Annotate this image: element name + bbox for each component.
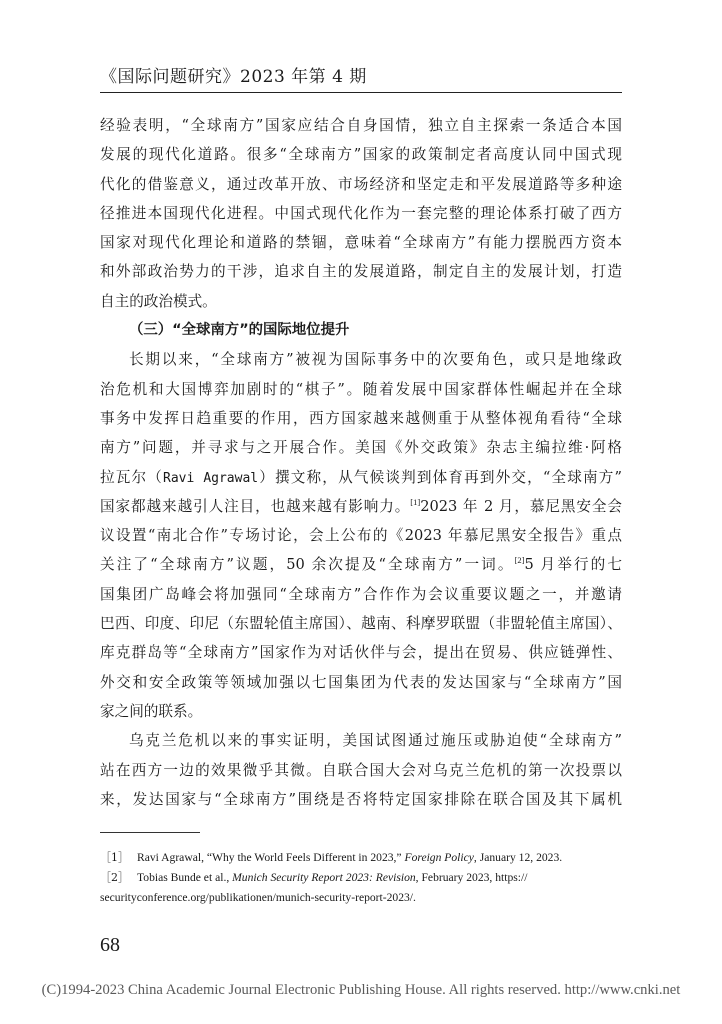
line-text: 关注了“全球南方”议题，50 余次提及“全球南方”一词。 xyxy=(100,556,515,574)
copyright-notice: (C)1994-2023 China Academic Journal Electronic Publishing House. All rights reserved. http://www.cnki.net xyxy=(41,982,681,998)
footnote-text: , February 2023, https:// xyxy=(415,871,528,884)
paragraph-line: 和外部政治势力的干涉，追求自主的发展道路，制定自主的发展计划，打造 xyxy=(100,263,622,281)
line-text: 拉瓦尔（ xyxy=(100,468,164,486)
footnote-1 xyxy=(100,848,622,868)
page-number: 68 xyxy=(100,934,120,956)
footnote-text: Tobias Bunde et al., xyxy=(137,871,233,884)
paragraph-line: 乌克兰危机以来的事实证明，美国试图通过施压或胁迫使“全球南方” xyxy=(129,732,622,750)
footnote-text: Ravi Agrawal, “Why the World Feels Different in 2023,” xyxy=(137,851,405,864)
article-body xyxy=(100,111,622,814)
running-header: 《国际问题研究》2023 年第 4 期 xyxy=(100,67,367,87)
section-heading: （三）“全球南方”的国际地位提升 xyxy=(129,322,350,339)
footnote-2-continuation xyxy=(100,888,622,908)
paragraph-line: 国家对现代化理论和道路的禁锢，意味着“全球南方”有能力摆脱西方资本 xyxy=(100,234,622,252)
paragraph-line: 自主的政治模式。 xyxy=(100,292,217,310)
footnote-2 xyxy=(100,868,622,888)
footnote-rule xyxy=(100,832,200,833)
paragraph-line: 议设置“南北合作”专场讨论，会上公布的《2023 年慕尼黑安全报告》重点 xyxy=(100,527,622,545)
paragraph-line: 来，发达国家与“全球南方”围绕是否将特定国家排除在联合国及其下属机 xyxy=(100,790,622,808)
footnote-url[interactable]: securityconference.org/publikationen/munich-security-report-2023/. xyxy=(100,891,416,904)
paragraph-line: 国集团广岛峰会将加强同“全球南方”合作作为会议重要议题之一，并邀请 xyxy=(100,585,622,603)
footnote-source-title: Munich Security Report 2023: Revision xyxy=(232,871,416,884)
paragraph-line: 治危机和大国博弈加剧时的“棋子”。随着发展中国家群体性崛起并在全球 xyxy=(100,380,622,398)
line-text: 国家都越来越引人注目，也越来越有影响力。 xyxy=(100,497,411,515)
footnote-ref-2[interactable]: [2] xyxy=(514,555,525,566)
line-text: ）撰文称，从气候谈判到体育再到外交，“全球南方” xyxy=(258,468,622,486)
header-rule xyxy=(100,92,622,93)
paragraph-line: 发展的现代化道路。很多“全球南方”国家的政策制定者高度认同中国式现 xyxy=(100,146,622,164)
paragraph-line: 南方”问题，并寻求与之开展合作。美国《外交政策》杂志主编拉维·阿格 xyxy=(100,439,622,457)
paragraph-line: 代化的借鉴意义，通过改革开放、市场经济和坚定走和平发展道路等多种途 xyxy=(100,175,622,193)
paragraph-line: 库克群岛等“全球南方”国家作为对话伙伴与会，提出在贸易、供应链弹性、 xyxy=(100,644,622,662)
paragraph-line xyxy=(100,492,622,521)
paragraph-line: 长期以来，“全球南方”被视为国际事务中的次要角色，或只是地缘政 xyxy=(129,351,622,369)
footnote-text: , January 12, 2023. xyxy=(473,851,563,864)
paragraph-line: 径推进本国现代化进程。中国式现代化作为一套完整的理论体系打破了西方 xyxy=(100,204,622,222)
footnote-ref-1[interactable]: [1] xyxy=(410,496,421,507)
paragraph-line: 站在西方一边的效果微乎其微。自联合国大会对乌克兰危机的第一次投票以 xyxy=(100,761,622,779)
paragraph-line xyxy=(100,550,622,579)
latin-name: Ravi Agrawal xyxy=(163,470,259,486)
paragraph-line: 经验表明，“全球南方”国家应结合自身国情，独立自主探索一条适合本国 xyxy=(100,117,622,134)
line-text: 5 月举行的七 xyxy=(524,556,622,574)
paragraph-line: 家之间的联系。 xyxy=(100,702,203,720)
paragraph-line: 巴西、印度、印尼（东盟轮值主席国）、越南、科摩罗联盟（非盟轮值主席国）、 xyxy=(100,615,622,633)
line-text: 2023 年 2 月，慕尼黑安全会 xyxy=(420,497,622,515)
footnote-source-title: Foreign Policy xyxy=(404,851,474,864)
paragraph-line: 外交和安全政策等领域加强以七国集团为代表的发达国家与“全球南方”国 xyxy=(100,673,622,691)
footnote-marker: ［1］ xyxy=(100,851,129,864)
paragraph-line xyxy=(100,463,622,492)
paragraph-line: 事务中发挥日趋重要的作用，西方国家越来越侧重于从整体视角看待“全球 xyxy=(100,409,622,427)
footnote-marker: ［2］ xyxy=(100,871,129,884)
footnotes xyxy=(100,848,622,908)
